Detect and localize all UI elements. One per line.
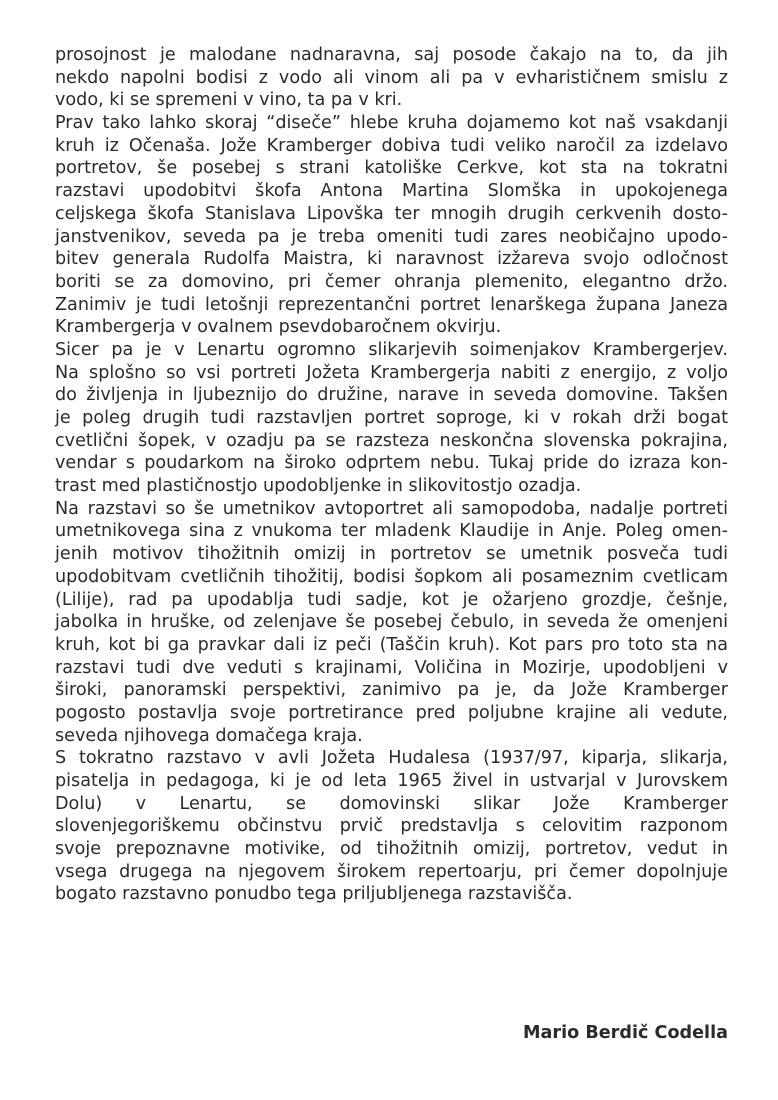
- text-line: do življenja in ljubeznijo do družine, narave in seveda domovine. Takšen: [55, 385, 728, 406]
- text-line: slovenjegoriškemu občinstvu prvič predstavlja s celovitim razponom: [55, 816, 728, 837]
- text-line: Dolu) v Lenartu, se domovinski slikar Jože Kramberger: [55, 793, 728, 814]
- article-body: [55, 44, 728, 906]
- text-line: nekdo napolni bodisi z vodo ali vinom ali pa v evharističnem smislu z: [55, 67, 728, 88]
- text-line: je poleg drugih tudi razstavljen portret soproge, ki v rokah drži bogat: [55, 408, 728, 428]
- text-line: vodo, ki se spremeni v vino, ta pa v kri.: [55, 90, 403, 111]
- text-line: široki, panoramski perspektivi, zanimivo pa je, da Jože Kramberger: [55, 680, 728, 701]
- text-line: (Lilije), rad pa upodablja tudi sadje, kot je ožarjeno grozdje, češnje,: [55, 589, 728, 610]
- text-line: janstvenikov, seveda pa je treba omeniti tudi zares neobičajno upodo-: [55, 226, 728, 247]
- text-line: celjskega škofa Stanislava Lipovška ter mnogih drugih cerkvenih dosto-: [55, 203, 728, 224]
- text-line: pogosto postavlja svoje portretirance pred poljubne krajine ali vedute,: [55, 702, 728, 723]
- text-line: Sicer pa je v Lenartu ogromno slikarjevih soimenjakov Krambergerjev.: [55, 339, 728, 360]
- text-line: kruh, kot bi ga pravkar dali iz peči (Taščin kruh). Kot pars pro toto sta na: [55, 634, 728, 655]
- text-line: vendar s poudarkom na široko odprtem nebu. Tukaj pride do izraza kon-: [55, 453, 728, 474]
- text-line: Prav tako lahko skoraj “diseče” hlebe kruha dojamemo kot naš vsakdanji: [55, 113, 728, 134]
- text-line: Zanimiv je tudi letošnji reprezentančni portret lenarškega župana Janeza: [55, 294, 728, 315]
- text-line: razstavi tudi dve veduti s krajinami, Voličina in Mozirje, upodobljeni v: [55, 657, 728, 678]
- text-line: jabolka in hruške, od zelenjave še posebej čebulo, in seveda že omenjeni: [55, 612, 728, 633]
- text-line: pisatelja in pedagoga, ki je od leta 1965 živel in ustvarjal v Jurovskem: [55, 771, 728, 791]
- text-line: portretov, še posebej s strani katoliške Cerkve, kot sta na tokratni: [55, 158, 728, 179]
- text-line: boriti se za domovino, pri čemer ohranja plemenito, elegantno držo.: [55, 271, 728, 292]
- text-line: Na splošno so vsi portreti Jožeta Krambergerja nabiti z energijo, z voljo: [55, 362, 728, 383]
- text-line: S tokratno razstavo v avli Jožeta Hudalesa (1937/97, kiparja, slikarja,: [55, 748, 728, 769]
- text-line: svoje prepoznavne motivike, od tihožitnih omizij, portretov, vedut in: [55, 839, 728, 860]
- text-line: vsega drugega na njegovem širokem repertoarju, pri čemer dopolnjuje: [55, 861, 728, 882]
- text-line: kruh iz Očenaša. Jože Kramberger dobiva tudi veliko naročil za izdelavo: [55, 135, 728, 156]
- text-line: bogato razstavno ponudbo tega priljubljenega razstavišča.: [55, 884, 573, 905]
- text-line: umetnikovega sina z vnukoma ter mladenk Klaudije in Anje. Poleg omen-: [55, 521, 728, 542]
- text-line: jenih motivov tihožitnih omizij in portretov se umetnik posveča tudi: [55, 544, 728, 565]
- text-line: Na razstavi so še umetnikov avtoportret ali samopodoba, nadalje portreti: [55, 498, 728, 519]
- text-line: seveda njihovega domačega kraja.: [55, 725, 363, 746]
- text-line: upodobitvam cvetličnih tihožitij, bodisi šopkom ali posameznim cvetlicam: [55, 566, 728, 587]
- text-line: bitev generala Rudolfa Maistra, ki naravnost izžareva svojo odločnost: [55, 249, 728, 270]
- text-line: prosojnost je malodane nadnaravna, saj posode čakajo na to, da jih: [55, 45, 728, 65]
- author-signature: Mario Berdič Codella: [523, 1023, 728, 1043]
- text-line: Krambergerja v ovalnem psevdobaročnem okvirju.: [55, 317, 502, 338]
- text-line: trast med plastičnostjo upodobljenke in slikovitostjo ozadja.: [55, 476, 582, 497]
- text-line: razstavi upodobitvi škofa Antona Martina Slomška in upokojenega: [55, 181, 728, 202]
- text-line: cvetlični šopek, v ozadju pa se razsteza neskončna slovenska pokrajina,: [55, 430, 728, 451]
